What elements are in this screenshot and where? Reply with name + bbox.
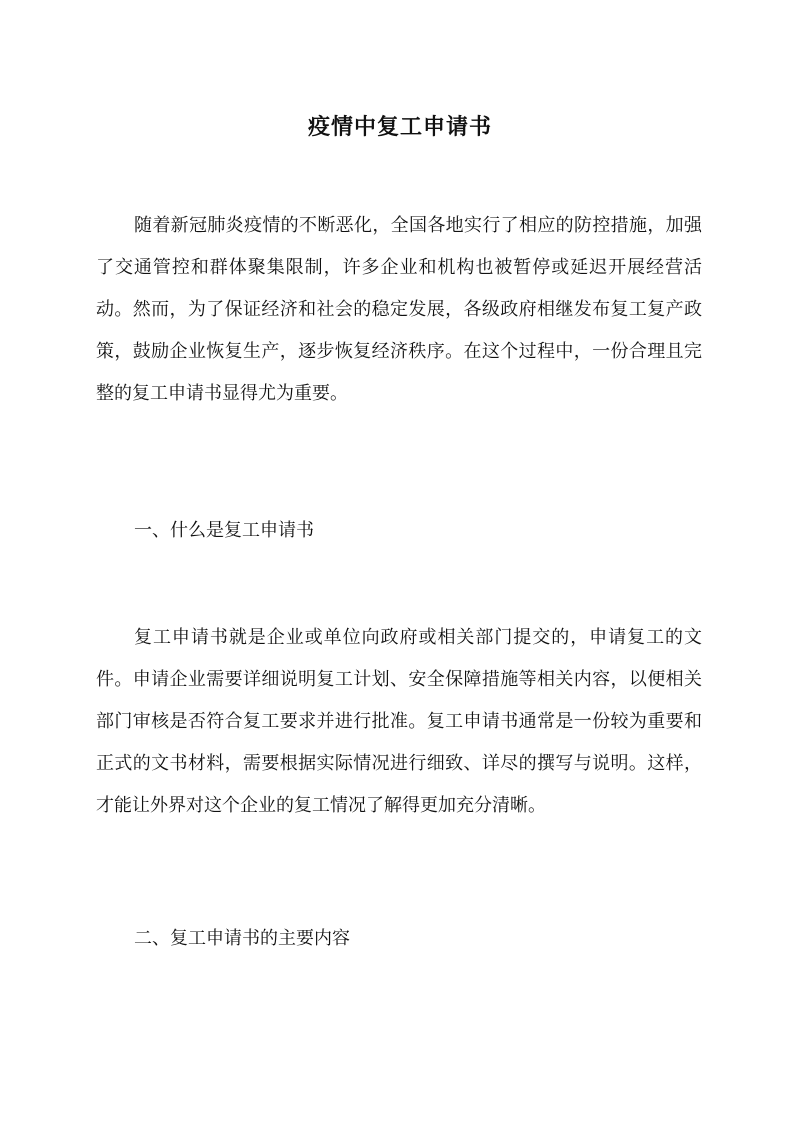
section-heading-what-is: 一、什么是复工申请书 — [134, 520, 314, 541]
document-title: 疫情中复工申请书 — [307, 113, 492, 140]
section-body-what-is: 复工申请书就是企业或单位向政府或相关部门提交的，申请复工的文件。申请企业需要详细说明复工计划、安全保障措施等相关内容，以便相关部门审核是否符合复工要求并进行批准。复工申请书通常是一份较为重要和正式的文书材料，需要根据实际情况进行细致、详尽的撰写与说明。这样，才能让外界对这个企业的复工情况了解得更加充分清晰。 — [96, 627, 702, 816]
intro-paragraph: 随着新冠肺炎疫情的不断恶化，全国各地实行了相应的防控措施，加强了交通管控和群体聚集限制，许多企业和机构也被暂停或延迟开展经营活动。然而，为了保证经济和社会的稳定发展，各级政府相继发布复工复产政策，鼓励企业恢复生产，逐步恢复经济秩序。在这个过程中，一份合理且完整的复工申请书显得尤为重要。 — [96, 215, 702, 404]
section-heading-main-content: 二、复工申请书的主要内容 — [134, 928, 350, 949]
